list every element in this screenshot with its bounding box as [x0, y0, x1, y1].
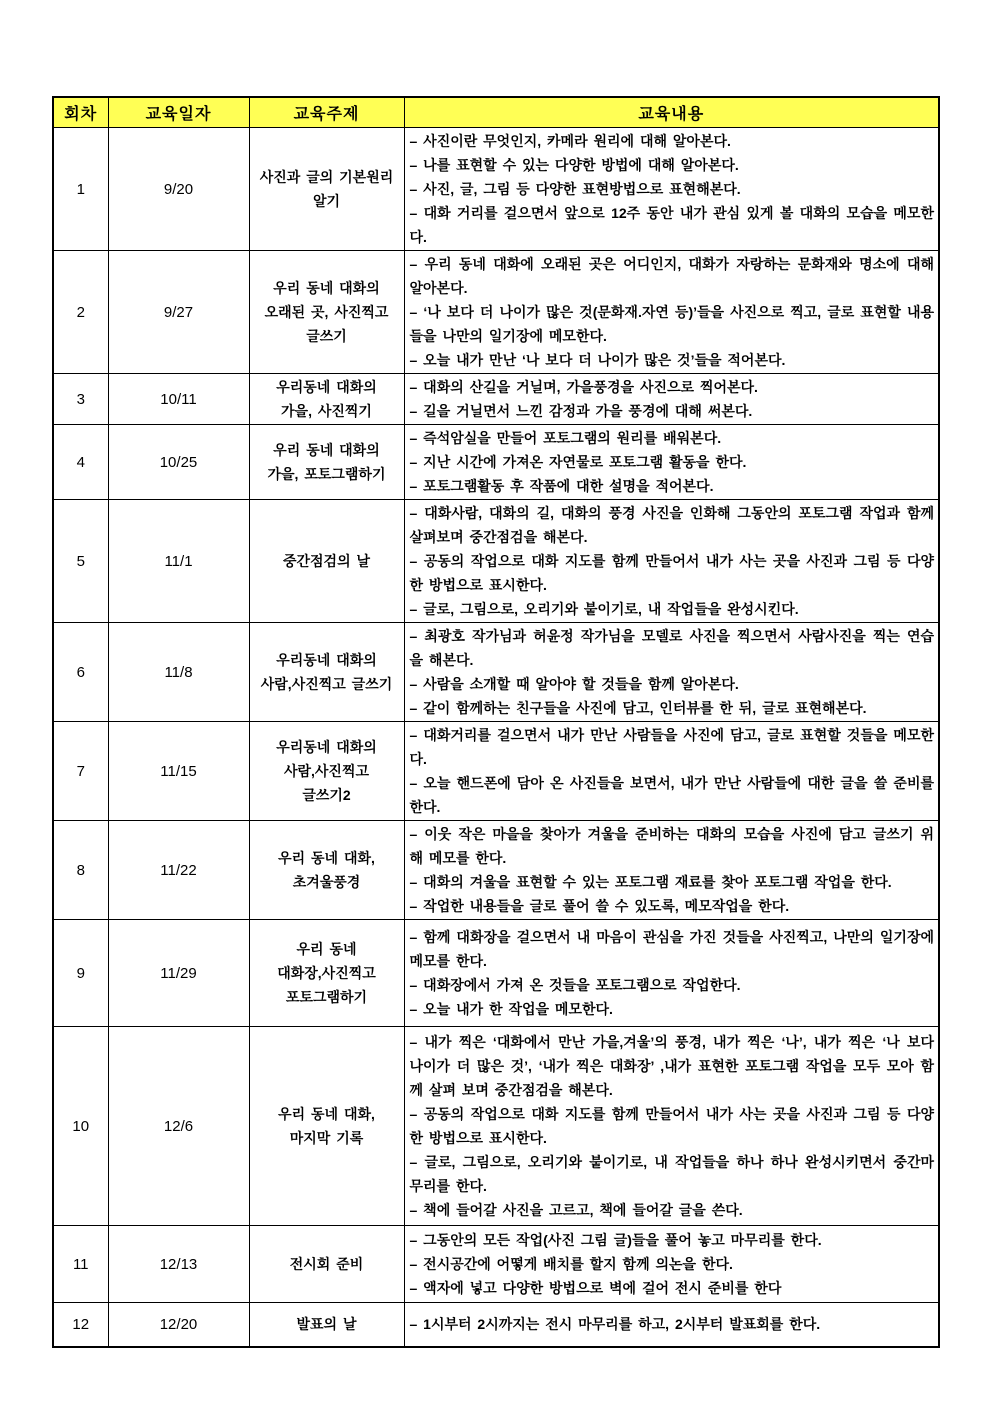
education-topic-cell: 우리동네 대화의 사람,사진찍고 글쓰기 — [249, 623, 404, 722]
education-topic-cell: 우리 동네 대화의 가을, 포토그램하기 — [249, 425, 404, 500]
content-bullet: – 내가 찍은 ‘대화에서 만난 가을,겨울’의 풍경, 내가 찍은 ‘나’, 내가 찍은 ‘나 보다 나이가 더 많은 것’, ‘내가 찍은 대화장’ ,내가 표현한 포토그램 작업을 모두 모아 함께 살펴 보며 중간점검을 해본다. — [409, 1034, 934, 1098]
content-bullet: – 함께 대화장을 걸으면서 내 마음이 관심을 가진 것들을 사진찍고, 나만의 일기장에 메모를 한다. — [409, 929, 934, 969]
education-content-cell — [404, 1303, 939, 1347]
content-bullet: – 길을 거닐면서 느낀 감정과 가을 풍경에 대해 써본다. — [409, 403, 753, 419]
content-bullet: – ‘나 보다 더 나이가 많은 것(문화재.자연 등)’들을 사진으로 찍고, 글로 표현할 내용들을 나만의 일기장에 메모한다. — [409, 304, 934, 344]
table-row — [53, 251, 939, 374]
content-bullet: – 대화거리를 걸으면서 내가 만난 사람들을 사진에 담고, 글로 표현할 것들을 메모한다. — [409, 727, 934, 767]
table-row — [53, 500, 939, 623]
education-content-cell — [404, 623, 939, 722]
content-bullet: – 이웃 작은 마을을 찾아가 겨울을 준비하는 대화의 모습을 사진에 담고 글쓰기 위해 메모를 한다. — [409, 826, 934, 866]
table-row — [53, 722, 939, 821]
content-bullet: – 작업한 내용들을 글로 풀어 쓸 수 있도록, 메모작업을 한다. — [409, 898, 790, 914]
content-bullet: – 대화장에서 가져 온 것들을 포토그램으로 작업한다. — [409, 977, 741, 993]
content-bullet: – 사진이란 무엇인지, 카메라 원리에 대해 알아본다. — [409, 133, 731, 149]
content-bullet: – 나를 표현할 수 있는 다양한 방법에 대해 알아본다. — [409, 157, 739, 173]
education-date-cell: 9/20 — [108, 128, 249, 251]
education-schedule-table — [52, 96, 940, 1348]
education-content-cell — [404, 374, 939, 425]
session-number-cell: 1 — [53, 128, 108, 251]
content-bullet: – 공동의 작업으로 대화 지도를 함께 만들어서 내가 사는 곳을 사진과 그림 등 다양한 방법으로 표시한다. — [409, 553, 934, 593]
education-content-cell — [404, 500, 939, 623]
education-date-cell: 12/13 — [108, 1226, 249, 1303]
education-topic-cell: 우리 동네 대화, 초겨울풍경 — [249, 821, 404, 920]
education-date-cell: 11/29 — [108, 920, 249, 1027]
content-bullet: – 지난 시간에 가져온 자연물로 포토그램 활동을 한다. — [409, 454, 747, 470]
education-topic-cell: 우리동네 대화의 가을, 사진찍기 — [249, 374, 404, 425]
header-education-topic: 교육주제 — [249, 97, 404, 128]
education-content-cell — [404, 920, 939, 1027]
content-bullet: – 사진, 글, 그림 등 다양한 표현방법으로 표현해본다. — [409, 181, 741, 197]
content-bullet: – 최광호 작가님과 허윤정 작가님을 모델로 사진을 찍으면서 사람사진을 찍는 연습을 해본다. — [409, 628, 934, 668]
table-row — [53, 374, 939, 425]
table-row — [53, 1303, 939, 1347]
education-date-cell: 11/1 — [108, 500, 249, 623]
header-education-content: 교육내용 — [404, 97, 939, 128]
education-content-cell — [404, 425, 939, 500]
education-topic-cell: 우리 동네 대화장,사진찍고 포토그램하기 — [249, 920, 404, 1027]
session-number-cell: 11 — [53, 1226, 108, 1303]
table-header-row — [53, 97, 939, 128]
schedule-sheet — [52, 96, 940, 1348]
content-bullet: – 전시공간에 어떻게 배치를 할지 함께 의논을 한다. — [409, 1256, 733, 1272]
education-topic-cell: 우리 동네 대화의 오래된 곳, 사진찍고 글쓰기 — [249, 251, 404, 374]
table-row — [53, 623, 939, 722]
table-row — [53, 920, 939, 1027]
session-number-cell: 6 — [53, 623, 108, 722]
education-topic-cell: 중간점검의 날 — [249, 500, 404, 623]
education-content-cell — [404, 251, 939, 374]
education-content-cell — [404, 1027, 939, 1226]
content-bullet: – 그동안의 모든 작업(사진 그림 글)들을 풀어 놓고 마무리를 한다. — [409, 1232, 822, 1248]
content-bullet: – 글로, 그림으로, 오리기와 붙이기로, 내 작업들을 완성시킨다. — [409, 601, 799, 617]
session-number-cell: 8 — [53, 821, 108, 920]
education-topic-cell: 전시회 준비 — [249, 1226, 404, 1303]
header-session-number: 회차 — [53, 97, 108, 128]
session-number-cell: 12 — [53, 1303, 108, 1347]
education-date-cell: 10/11 — [108, 374, 249, 425]
education-topic-cell: 사진과 글의 기본원리 알기 — [249, 128, 404, 251]
session-number-cell: 9 — [53, 920, 108, 1027]
content-bullet: – 공동의 작업으로 대화 지도를 함께 만들어서 내가 사는 곳을 사진과 그림 등 다양한 방법으로 표시한다. — [409, 1106, 934, 1146]
content-bullet: – 1시부터 2시까지는 전시 마무리를 하고, 2시부터 발표회를 한다. — [409, 1316, 821, 1333]
education-content-cell — [404, 722, 939, 821]
table-row — [53, 425, 939, 500]
content-bullet: – 대화의 산길을 거닐며, 가을풍경을 사진으로 찍어본다. — [409, 379, 758, 395]
content-bullet: – 우리 동네 대화에 오래된 곳은 어디인지, 대화가 자랑하는 문화재와 명소에 대해 알아본다. — [409, 256, 934, 296]
education-date-cell: 10/25 — [108, 425, 249, 500]
content-bullet: – 대화의 겨울을 표현할 수 있는 포토그램 재료를 찾아 포토그램 작업을 한다. — [409, 874, 892, 890]
content-bullet: – 글로, 그림으로, 오리기와 붙이기로, 내 작업들을 하나 하나 완성시키면서 중간마무리를 한다. — [409, 1154, 934, 1194]
session-number-cell: 2 — [53, 251, 108, 374]
content-bullet: – 즉석암실을 만들어 포토그램의 원리를 배워본다. — [409, 430, 722, 446]
education-date-cell: 9/27 — [108, 251, 249, 374]
education-date-cell: 11/8 — [108, 623, 249, 722]
education-date-cell: 12/6 — [108, 1027, 249, 1226]
education-date-cell: 11/22 — [108, 821, 249, 920]
content-bullet: – 오늘 내가 만난 ‘나 보다 더 나이가 많은 것’들을 적어본다. — [409, 352, 786, 368]
content-bullet: – 사람을 소개할 때 알아야 할 것들을 함께 알아본다. — [409, 676, 739, 692]
education-content-cell — [404, 1226, 939, 1303]
table-body — [53, 128, 939, 1347]
session-number-cell: 10 — [53, 1027, 108, 1226]
content-bullet: – 대화사람, 대화의 길, 대화의 풍경 사진을 인화해 그동안의 포토그램 작업과 함께 살펴보며 중간점검을 해본다. — [409, 505, 934, 545]
education-topic-cell: 우리동네 대화의 사람,사진찍고 글쓰기2 — [249, 722, 404, 821]
content-bullet: – 같이 함께하는 친구들을 사진에 담고, 인터뷰를 한 뒤, 글로 표현해본다. — [409, 700, 867, 716]
session-number-cell: 5 — [53, 500, 108, 623]
session-number-cell: 7 — [53, 722, 108, 821]
education-content-cell — [404, 821, 939, 920]
content-bullet: – 오늘 핸드폰에 담아 온 사진들을 보면서, 내가 만난 사람들에 대한 글을 쓸 준비를 한다. — [409, 775, 934, 815]
content-bullet: – 책에 들어갈 사진을 고르고, 책에 들어갈 글을 쓴다. — [409, 1202, 743, 1218]
education-date-cell: 11/15 — [108, 722, 249, 821]
education-content-cell — [404, 128, 939, 251]
table-row — [53, 128, 939, 251]
content-bullet: – 액자에 넣고 다양한 방법으로 벽에 걸어 전시 준비를 한다 — [409, 1280, 782, 1296]
content-bullet: – 포토그램활동 후 작품에 대한 설명을 적어본다. — [409, 478, 714, 494]
education-topic-cell: 발표의 날 — [249, 1303, 404, 1347]
education-date-cell: 12/20 — [108, 1303, 249, 1347]
table-row — [53, 821, 939, 920]
header-education-date: 교육일자 — [108, 97, 249, 128]
table-row — [53, 1226, 939, 1303]
content-bullet: – 대화 거리를 걸으면서 앞으로 12주 동안 내가 관심 있게 볼 대화의 모습을 메모한다. — [409, 205, 934, 245]
table-row — [53, 1027, 939, 1226]
education-topic-cell: 우리 동네 대화, 마지막 기록 — [249, 1027, 404, 1226]
session-number-cell: 3 — [53, 374, 108, 425]
session-number-cell: 4 — [53, 425, 108, 500]
content-bullet: – 오늘 내가 한 작업을 메모한다. — [409, 1001, 613, 1017]
